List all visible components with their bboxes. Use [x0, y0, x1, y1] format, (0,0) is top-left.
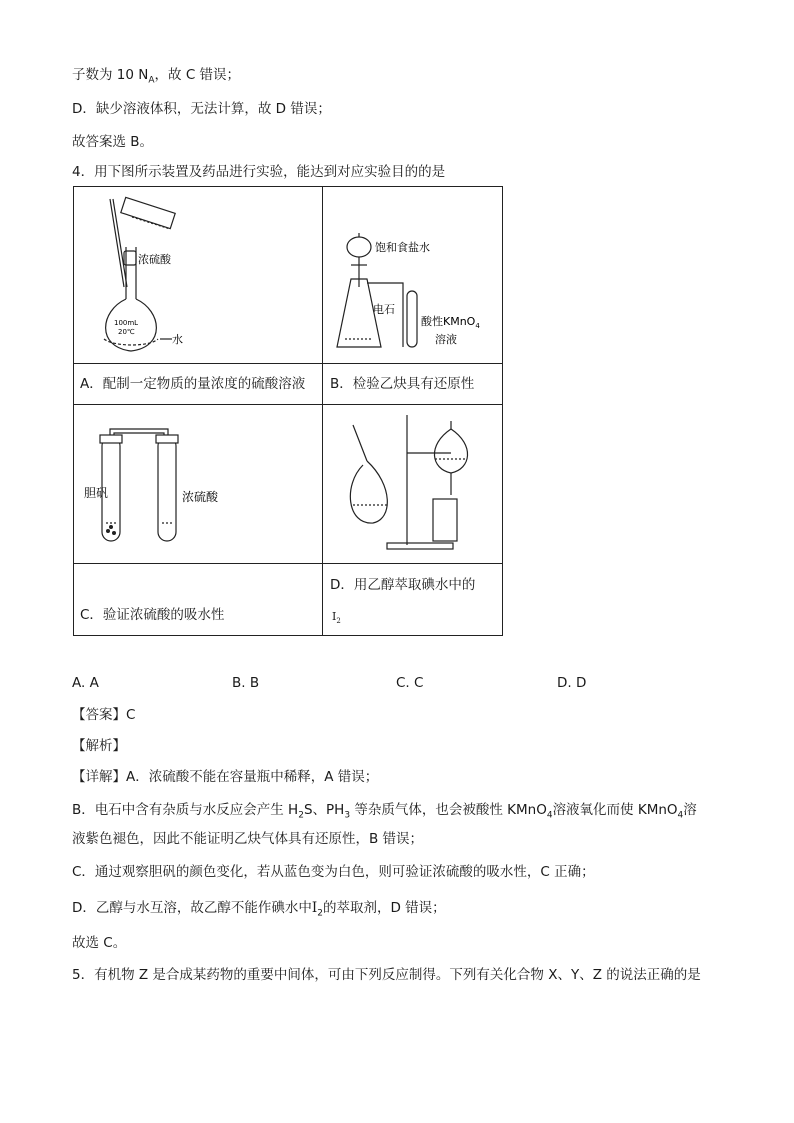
text: S、PH: [303, 802, 345, 818]
answer-line: [72, 706, 135, 724]
tube-label-2: 溶液: [435, 333, 457, 346]
water-label: 水: [172, 333, 183, 346]
detail-c: C．通过观察胆矾的颜色变化，若从蓝色变为白色，则可验证浓硫酸的吸水性，C 正确；: [72, 864, 595, 880]
prev-line-3: 故答案选 B。: [72, 134, 154, 150]
conclusion: 故选 C。: [72, 935, 127, 951]
cell-figure-c: [73, 404, 323, 564]
subscript: A: [148, 75, 155, 86]
cell-caption-c: [73, 563, 323, 636]
apparatus-table: [73, 186, 503, 636]
text: 溶液氧化而使 KMnO: [552, 802, 678, 818]
text: I: [332, 610, 337, 623]
cell-caption-a: [73, 363, 323, 405]
text: 子数为 10 N: [72, 67, 149, 83]
subscript: 4: [546, 810, 553, 821]
subscript: 2: [317, 908, 323, 919]
cell-figure-d: [322, 404, 503, 564]
cell-figure-b: [322, 186, 503, 364]
question-5-stem: 5．有机物 Z 是合成某药物的重要中间体，可由下列反应制得。下列有关化合物 X、Y、Z 的说法正确的是: [72, 967, 701, 983]
flask-volume: 100mL: [114, 319, 139, 327]
subscript: 3: [344, 810, 351, 821]
u-tube-figure: [74, 405, 322, 563]
text: B．电石中含有杂质与水反应会产生 H: [72, 802, 299, 818]
detail-b-line-1: [72, 801, 697, 825]
text: 酸性KMnO: [421, 315, 476, 328]
iodine-symbol: I: [311, 900, 318, 916]
text: 等杂质气体，也会被酸性 KMnO: [350, 802, 547, 818]
subscript: 2: [298, 810, 304, 821]
acid-label: 浓硫酸: [138, 253, 171, 266]
cell-caption-b: [322, 363, 503, 405]
flask-temp: 20℃: [118, 328, 135, 336]
caption-d-line-2: [332, 608, 341, 630]
left-tube-label: [84, 486, 108, 500]
analysis-label: 【解析】: [72, 738, 126, 754]
cell-figure-a: [73, 186, 323, 364]
cell-caption-d: [322, 563, 503, 636]
text: 溶: [683, 802, 697, 818]
choice-c: C. C: [396, 675, 424, 691]
prev-line-2: D．缺少溶液体积，无法计算，故 D 错误；: [72, 101, 331, 117]
text: 的萃取剂，D 错误；: [322, 900, 446, 916]
volumetric-flask-figure: [74, 187, 322, 363]
text: 浓硫酸: [182, 490, 219, 504]
separatory-funnel-figure: [323, 405, 502, 563]
subscript: 4: [475, 322, 480, 330]
acetylene-figure: [323, 187, 502, 363]
text: D．乙醇与水互溶，故乙醇不能作碘水中: [72, 900, 312, 916]
tube-label-1: [421, 314, 480, 330]
caption-b: B．检验乙炔具有还原性: [330, 376, 475, 392]
funnel-label: 饱和食盐水: [375, 241, 430, 254]
solid-label: 电石: [373, 303, 395, 316]
caption-a: A．配制一定物质的量浓度的硫酸溶液: [80, 376, 306, 392]
prev-line-1: [72, 66, 240, 90]
answer-value: C: [126, 707, 136, 723]
choice-d: D. D: [557, 675, 587, 691]
subscript: 4: [677, 810, 684, 821]
detail-b-line-2: 液紫色褪色，因此不能证明乙炔气体具有还原性，B 错误；: [72, 831, 424, 847]
text: ，故 C 错误；: [154, 67, 241, 83]
text: 胆矾: [84, 486, 109, 500]
question-4-stem: 4．用下图所示装置及药品进行实验，能达到对应实验目的的是: [72, 164, 446, 180]
right-tube-label: [182, 489, 219, 504]
choice-b: B. B: [232, 675, 260, 691]
choice-a: A. A: [72, 675, 99, 691]
caption-c: C．验证浓硫酸的吸水性: [80, 607, 225, 623]
answer-label: 【答案】: [72, 707, 126, 723]
caption-d-line-1: D．用乙醇萃取碘水中的: [330, 577, 476, 593]
subscript: 2: [336, 617, 341, 626]
detail-a: 【详解】A．浓硫酸不能在容量瓶中稀释，A 错误；: [72, 769, 379, 785]
detail-d: [72, 899, 446, 923]
